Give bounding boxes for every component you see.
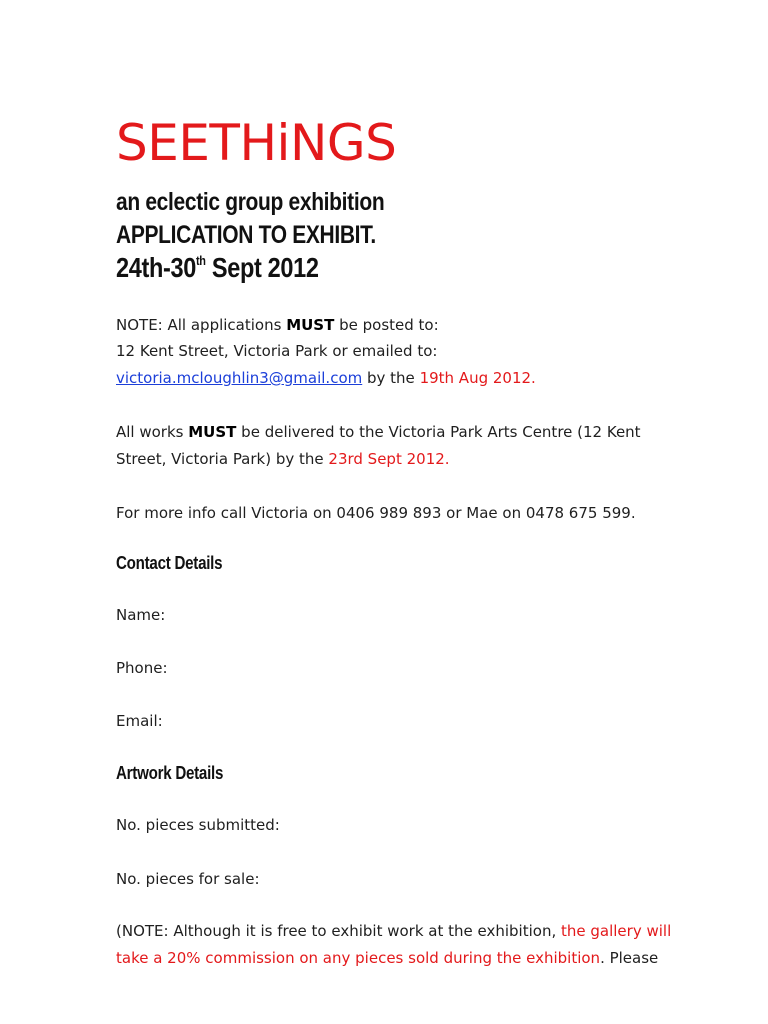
delivery-line1-rest: be delivered to the Victoria Park Arts Centre (12 Kent	[236, 423, 641, 441]
note-by-the: by the	[362, 369, 420, 387]
info-line: For more info call Victoria on 0406 989 893 or Mae on 0478 675 599.	[116, 504, 636, 522]
note-must: MUST	[286, 316, 335, 334]
name-label: Name:	[116, 606, 166, 624]
note-deadline: 19th Aug 2012.	[419, 369, 536, 387]
note-line-2: 12 Kent Street, Victoria Park or emailed to:	[116, 342, 438, 360]
commission-red-2: take a 20% commission on any pieces sold during the exhibition	[116, 949, 601, 967]
artwork-details-heading: Artwork Details	[116, 763, 224, 783]
pieces-submitted-label: No. pieces submitted:	[116, 816, 280, 834]
phone-label: Phone:	[116, 659, 168, 677]
email-label: Email:	[116, 712, 163, 730]
exhibition-subtitle: an eclectic group exhibition	[116, 188, 385, 216]
commission-line-1	[116, 918, 671, 945]
email-link[interactable]: victoria.mcloughlin3@gmail.com	[116, 369, 363, 387]
delivery-deadline: 23rd Sept 2012.	[328, 450, 450, 468]
note-line1-rest: be posted to:	[334, 316, 439, 334]
exhibition-dates	[116, 251, 319, 285]
commission-red-1: the gallery will	[561, 922, 672, 940]
dates-end: Sept 2012	[205, 252, 319, 283]
dates-start: 24th-30	[116, 252, 197, 283]
note-prefix: NOTE: All applications	[116, 316, 287, 334]
exhibition-title: SEETHiNGS	[116, 114, 397, 172]
delivery-line-2	[116, 446, 450, 473]
delivery-must: MUST	[188, 423, 237, 441]
contact-details-heading: Contact Details	[116, 553, 223, 573]
delivery-prefix: All works	[116, 423, 189, 441]
commission-line-2	[116, 945, 658, 972]
note-line-1	[116, 312, 439, 339]
commission-prefix: (NOTE: Although it is free to exhibit work at the exhibition,	[116, 922, 561, 940]
dates-suffix: th	[196, 253, 206, 268]
application-heading: APPLICATION TO EXHIBIT.	[116, 221, 376, 249]
delivery-line2-text: Street, Victoria Park) by the	[116, 450, 329, 468]
pieces-for-sale-label: No. pieces for sale:	[116, 870, 260, 888]
commission-rest: . Please	[600, 949, 659, 967]
note-line-3	[116, 365, 536, 392]
delivery-line-1	[116, 419, 641, 446]
